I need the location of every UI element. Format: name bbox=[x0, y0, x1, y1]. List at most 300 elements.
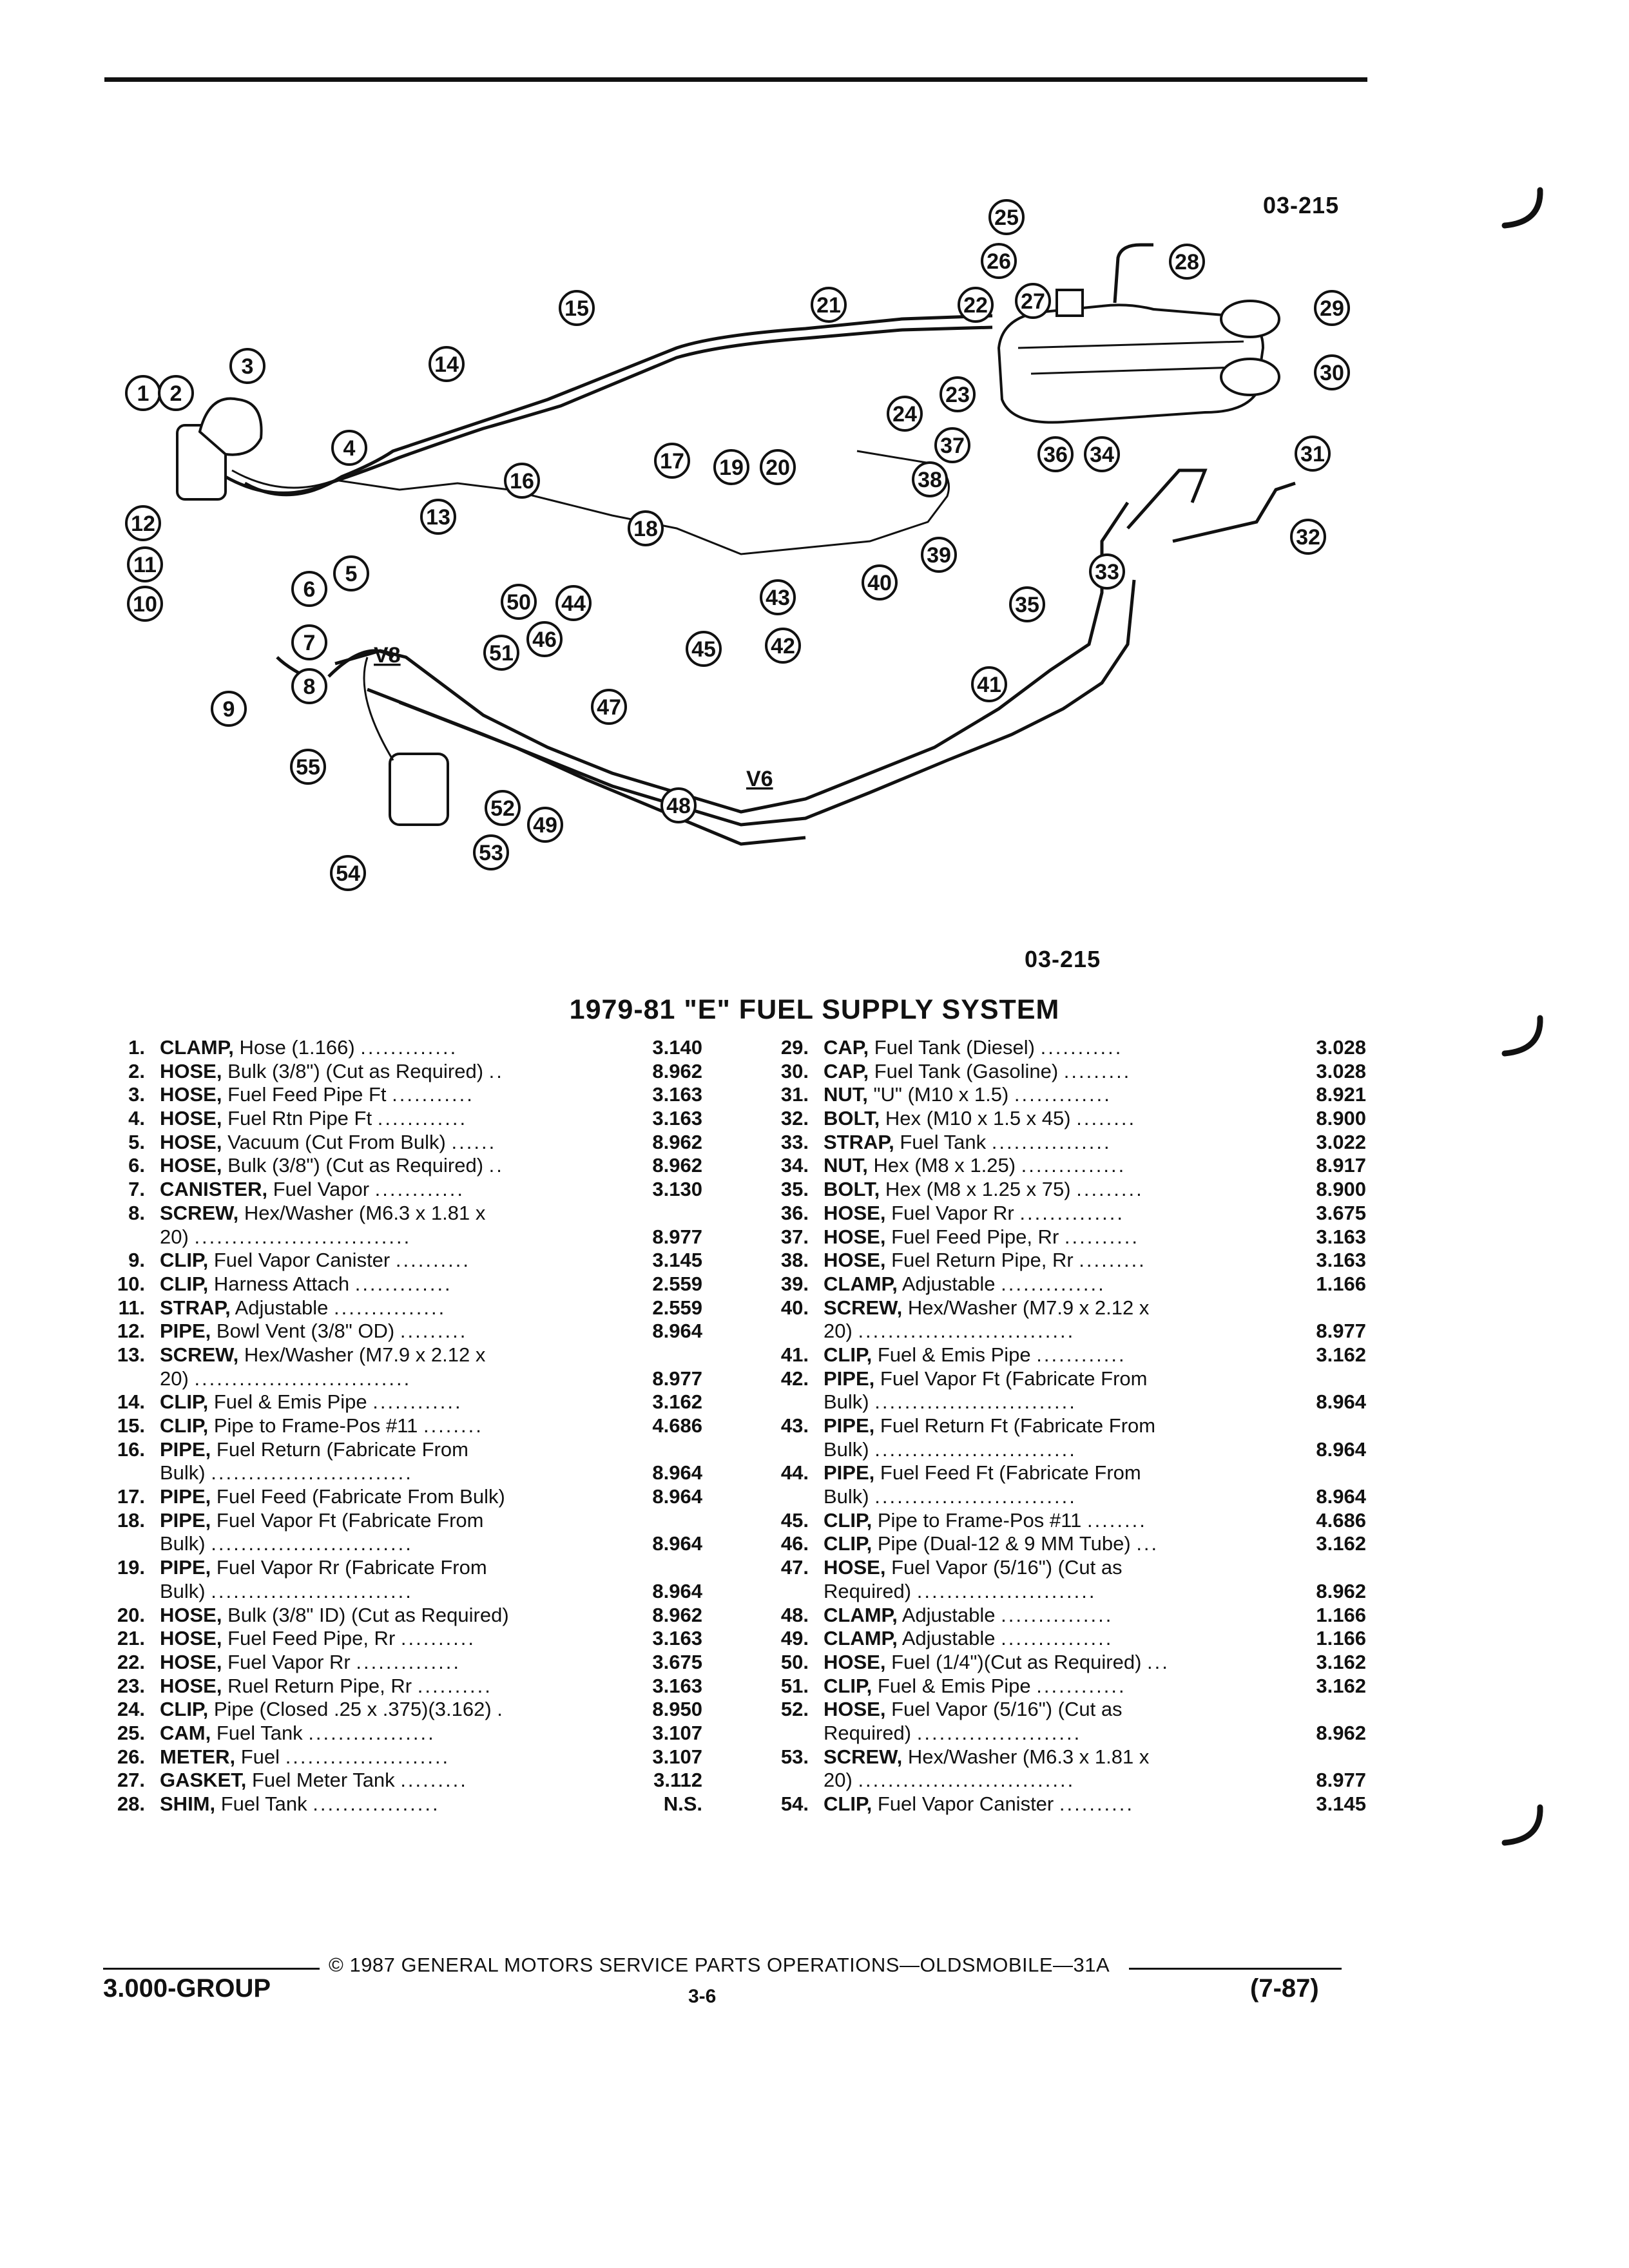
part-number: 8.962 bbox=[1316, 1579, 1366, 1602]
part-detail: Hose (1.166) bbox=[239, 1036, 355, 1059]
part-name: PIPE, bbox=[824, 1367, 875, 1390]
part-detail: Fuel Vapor Ft (Fabricate From bbox=[216, 1508, 484, 1532]
part-description bbox=[160, 1178, 465, 1202]
leader-dots: ........ bbox=[423, 1414, 483, 1437]
part-description bbox=[160, 1675, 492, 1698]
parts-row bbox=[84, 1296, 702, 1320]
callout-label: 32 bbox=[1296, 525, 1320, 550]
part-number: 3.163 bbox=[652, 1107, 702, 1130]
part-description bbox=[160, 1107, 467, 1131]
parts-row bbox=[84, 1461, 702, 1485]
part-number: 3.130 bbox=[652, 1178, 702, 1201]
part-detail: Pipe to Frame-Pos #11 bbox=[213, 1414, 418, 1437]
part-description bbox=[160, 1509, 484, 1533]
parts-row bbox=[84, 1414, 702, 1438]
part-index: 10. bbox=[117, 1272, 145, 1295]
part-detail: Fuel Tank (Gasoline) bbox=[874, 1059, 1059, 1082]
part-index: 14. bbox=[117, 1390, 145, 1414]
part-detail: Fuel Return Ft (Fabricate From bbox=[880, 1414, 1156, 1437]
part-number: 3.675 bbox=[652, 1650, 702, 1673]
part-name: NUT, bbox=[824, 1083, 868, 1106]
part-index: 40. bbox=[780, 1296, 809, 1319]
part-description bbox=[160, 1202, 485, 1225]
part-description bbox=[824, 1273, 1106, 1296]
part-description bbox=[160, 1154, 504, 1178]
part-number: 3.140 bbox=[652, 1036, 702, 1059]
callout-51 bbox=[485, 636, 518, 669]
part-detail: Fuel Rtn Pipe Ft bbox=[227, 1107, 372, 1130]
part-detail: Fuel Tank bbox=[216, 1721, 303, 1744]
leader-dots: .......... bbox=[1064, 1225, 1140, 1248]
part-description bbox=[824, 1343, 1126, 1367]
callout-label: 30 bbox=[1320, 361, 1344, 385]
part-number: 8.962 bbox=[1316, 1721, 1366, 1744]
callout-29 bbox=[1315, 291, 1349, 325]
parts-row bbox=[747, 1249, 1366, 1273]
callout-39 bbox=[922, 538, 956, 572]
parts-row bbox=[747, 1532, 1366, 1556]
part-name: CLIP, bbox=[824, 1792, 872, 1815]
part-name: SCREW, bbox=[824, 1296, 903, 1319]
parts-row bbox=[84, 1580, 702, 1604]
callout-48 bbox=[662, 789, 695, 822]
parts-row bbox=[84, 1722, 702, 1745]
part-detail: Fuel Return Pipe, Rr bbox=[891, 1249, 1074, 1272]
leader-dots: ............. bbox=[360, 1036, 458, 1059]
callout-label: 31 bbox=[1300, 442, 1325, 466]
part-number: 3.162 bbox=[1316, 1650, 1366, 1673]
part-name: METER, bbox=[160, 1745, 236, 1768]
part-number: 3.163 bbox=[1316, 1225, 1366, 1248]
part-number: 8.977 bbox=[652, 1367, 702, 1390]
part-number: N.S. bbox=[663, 1792, 702, 1815]
part-detail: Adjustable bbox=[901, 1603, 996, 1626]
callout-22 bbox=[959, 288, 992, 322]
part-detail: Hex (M8 x 1.25) bbox=[873, 1154, 1016, 1177]
leader-dots: ........... bbox=[392, 1083, 474, 1106]
parts-row bbox=[84, 1178, 702, 1202]
top-rule bbox=[104, 77, 1367, 82]
leader-dots: ...................... bbox=[916, 1721, 1082, 1744]
part-detail: Fuel Tank bbox=[900, 1130, 987, 1153]
callout-label: 6 bbox=[303, 577, 316, 602]
part-description bbox=[824, 1390, 1077, 1414]
leader-dots: ........................... bbox=[874, 1485, 1077, 1508]
part-index: 2. bbox=[128, 1059, 145, 1082]
callout-18 bbox=[629, 512, 662, 545]
callout-45 bbox=[687, 632, 720, 666]
part-name: HOSE, bbox=[824, 1249, 886, 1272]
part-name: PIPE, bbox=[160, 1508, 211, 1532]
callout-label: 16 bbox=[510, 469, 534, 494]
part-number: 8.962 bbox=[652, 1154, 702, 1177]
part-number: 8.921 bbox=[1316, 1083, 1366, 1106]
part-detail: Fuel & Emis Pipe bbox=[877, 1343, 1031, 1366]
callout-24 bbox=[888, 397, 921, 430]
callout-3 bbox=[231, 349, 264, 383]
leader-dots: ......... bbox=[1076, 1178, 1144, 1201]
callout-label: 52 bbox=[490, 796, 515, 821]
part-detail: Fuel & Emis Pipe bbox=[213, 1390, 367, 1414]
part-name: CAP, bbox=[824, 1036, 869, 1059]
leader-dots: ........ bbox=[1086, 1508, 1147, 1532]
part-index: 36. bbox=[780, 1201, 809, 1224]
part-description bbox=[824, 1485, 1077, 1509]
part-description bbox=[160, 1225, 411, 1249]
parts-row bbox=[747, 1107, 1366, 1131]
part-detail: 20) bbox=[160, 1367, 189, 1390]
callout-label: 33 bbox=[1095, 560, 1119, 584]
part-number: 3.107 bbox=[652, 1721, 702, 1744]
part-detail: Fuel Vapor (5/16") (Cut as bbox=[891, 1698, 1123, 1721]
leader-dots: .............. bbox=[1021, 1154, 1126, 1177]
callout-label: 9 bbox=[222, 697, 235, 722]
part-name: SCREW, bbox=[824, 1745, 903, 1768]
leader-dots: ............ bbox=[377, 1107, 468, 1130]
part-index: 3. bbox=[128, 1083, 145, 1106]
part-description bbox=[160, 1296, 446, 1320]
part-description bbox=[824, 1320, 1075, 1343]
parts-row bbox=[747, 1485, 1366, 1509]
part-detail: "U" (M10 x 1.5) bbox=[873, 1083, 1009, 1106]
part-detail: Hex/Washer (M6.3 x 1.81 x bbox=[244, 1201, 486, 1224]
part-name: GASKET, bbox=[160, 1769, 247, 1792]
part-name: PIPE, bbox=[824, 1461, 875, 1485]
part-name: HOSE, bbox=[824, 1225, 886, 1248]
callout-21 bbox=[812, 288, 845, 322]
leader-dots: ......... bbox=[400, 1769, 468, 1792]
part-index: 38. bbox=[780, 1249, 809, 1272]
parts-row bbox=[747, 1675, 1366, 1698]
part-description bbox=[824, 1154, 1126, 1178]
part-detail: Fuel Tank (Diesel) bbox=[874, 1036, 1035, 1059]
callout-47 bbox=[592, 690, 626, 724]
cap-diesel bbox=[1221, 301, 1279, 337]
part-description bbox=[824, 1178, 1144, 1202]
parts-row bbox=[84, 1390, 702, 1414]
part-detail: Fuel & Emis Pipe bbox=[877, 1674, 1031, 1697]
part-index: 43. bbox=[780, 1414, 809, 1437]
leader-dots: ...................... bbox=[285, 1745, 450, 1768]
leader-dots: .. bbox=[488, 1059, 504, 1082]
leader-dots: ............................. bbox=[858, 1320, 1075, 1343]
leader-dots: ......... bbox=[1063, 1059, 1132, 1082]
part-number: 3.163 bbox=[652, 1674, 702, 1697]
part-detail: Pipe (Dual-12 & 9 MM Tube) bbox=[877, 1532, 1131, 1555]
part-index: 9. bbox=[128, 1249, 145, 1272]
part-detail: Bulk) bbox=[160, 1532, 206, 1555]
parts-row bbox=[747, 1509, 1366, 1533]
part-name: HOSE, bbox=[160, 1154, 222, 1177]
parts-row bbox=[84, 1083, 702, 1107]
part-name: CLIP, bbox=[160, 1390, 209, 1414]
binding-mark-bottom bbox=[1501, 1804, 1547, 1849]
callout-30 bbox=[1315, 356, 1349, 389]
part-detail: Hex/Washer (M7.9 x 2.12 x bbox=[244, 1343, 486, 1366]
parts-row bbox=[747, 1296, 1366, 1320]
leader-dots: ............ bbox=[1036, 1343, 1126, 1366]
leader-dots: .......... bbox=[1059, 1792, 1135, 1815]
callout-label: 49 bbox=[533, 813, 557, 838]
part-name: SHIM, bbox=[160, 1792, 216, 1815]
parts-list-left bbox=[84, 1036, 702, 1816]
part-number: 8.964 bbox=[1316, 1485, 1366, 1508]
callout-52 bbox=[486, 791, 519, 825]
part-name: HOSE, bbox=[160, 1603, 222, 1626]
part-index: 12. bbox=[117, 1320, 145, 1343]
part-description bbox=[160, 1367, 411, 1391]
part-number: 4.686 bbox=[1316, 1508, 1366, 1532]
part-description bbox=[824, 1036, 1123, 1060]
part-detail: Fuel Feed Ft (Fabricate From bbox=[880, 1461, 1141, 1485]
parts-row bbox=[747, 1202, 1366, 1225]
part-description bbox=[160, 1627, 476, 1651]
callout-label: 45 bbox=[691, 637, 716, 662]
part-description bbox=[160, 1651, 461, 1675]
part-number: 8.900 bbox=[1316, 1178, 1366, 1201]
footer-group: 3.000-GROUP bbox=[103, 1974, 271, 2003]
figure-code-mid: 03-215 bbox=[1025, 946, 1101, 972]
callout-32 bbox=[1291, 520, 1325, 553]
part-detail: Bowl Vent (3/8" OD) bbox=[216, 1320, 395, 1343]
part-description bbox=[824, 1792, 1134, 1816]
callout-label: 44 bbox=[561, 591, 586, 616]
parts-row bbox=[84, 1698, 702, 1722]
callout-label: 8 bbox=[303, 675, 316, 699]
callout-26 bbox=[982, 244, 1016, 278]
part-index: 22. bbox=[117, 1650, 145, 1673]
callout-label: 13 bbox=[426, 505, 450, 530]
binding-mark-top bbox=[1501, 187, 1547, 232]
callout-label: 47 bbox=[597, 695, 621, 720]
callout-label: 34 bbox=[1090, 443, 1114, 467]
callout-label: 22 bbox=[963, 293, 988, 318]
part-name: HOSE, bbox=[824, 1201, 886, 1224]
parts-row bbox=[84, 1154, 702, 1178]
part-number: 3.163 bbox=[652, 1627, 702, 1650]
part-index: 18. bbox=[117, 1508, 145, 1532]
parts-row bbox=[747, 1722, 1366, 1745]
leader-dots: ........................ bbox=[916, 1579, 1097, 1602]
callout-25 bbox=[990, 200, 1023, 234]
part-description bbox=[160, 1722, 436, 1745]
parts-row bbox=[84, 1651, 702, 1675]
leader-dots: .......... bbox=[417, 1674, 492, 1697]
part-number: 2.559 bbox=[652, 1272, 702, 1295]
part-number: 3.162 bbox=[1316, 1343, 1366, 1366]
leader-dots: .. bbox=[488, 1154, 504, 1177]
callout-label: 4 bbox=[343, 436, 356, 461]
part-index: 50. bbox=[780, 1650, 809, 1673]
part-detail: Adjustable bbox=[901, 1627, 996, 1650]
part-detail: 20) bbox=[824, 1769, 853, 1792]
parts-row bbox=[84, 1036, 702, 1060]
part-index: 35. bbox=[780, 1178, 809, 1201]
part-detail: Fuel Vapor Canister bbox=[213, 1249, 390, 1272]
part-index: 48. bbox=[780, 1603, 809, 1626]
part-description bbox=[824, 1580, 1096, 1604]
callout-12 bbox=[126, 506, 160, 540]
part-number: 8.900 bbox=[1316, 1107, 1366, 1130]
part-detail: Ruel Return Pipe, Rr bbox=[227, 1674, 412, 1697]
callout-label: 28 bbox=[1175, 250, 1199, 274]
parts-row bbox=[747, 1580, 1366, 1604]
part-index: 33. bbox=[780, 1130, 809, 1153]
part-number: 3.145 bbox=[1316, 1792, 1366, 1815]
part-description bbox=[160, 1580, 413, 1604]
part-detail: Fuel Vapor Rr bbox=[227, 1650, 351, 1673]
part-index: 51. bbox=[780, 1674, 809, 1697]
part-index: 27. bbox=[117, 1769, 145, 1792]
callout-40 bbox=[863, 566, 896, 599]
parts-row bbox=[84, 1060, 702, 1084]
callout-label: 1 bbox=[137, 381, 149, 406]
callout-46 bbox=[528, 622, 561, 656]
callout-33 bbox=[1090, 555, 1124, 588]
callout-label: 48 bbox=[666, 794, 691, 818]
leader-dots: ............... bbox=[334, 1296, 447, 1319]
leader-dots: ................. bbox=[313, 1792, 440, 1815]
part-name: PIPE, bbox=[160, 1437, 211, 1461]
callout-label: 19 bbox=[719, 456, 744, 480]
callout-54 bbox=[331, 856, 365, 890]
leader-dots: .......... bbox=[400, 1627, 476, 1650]
callout-label: 11 bbox=[133, 553, 157, 577]
part-description bbox=[160, 1131, 496, 1155]
leader-dots: ........................... bbox=[874, 1437, 1077, 1461]
callout-55 bbox=[291, 750, 325, 783]
footer-rule-left bbox=[103, 1968, 320, 1970]
leader-dots: .............. bbox=[1001, 1272, 1106, 1295]
part-description bbox=[824, 1202, 1124, 1225]
part-name: BOLT, bbox=[824, 1178, 880, 1201]
part-description bbox=[824, 1414, 1155, 1438]
leader-dots: ... bbox=[1136, 1532, 1159, 1555]
part-number: 8.917 bbox=[1316, 1154, 1366, 1177]
part-name: CLAMP, bbox=[824, 1603, 898, 1626]
part-index: 28. bbox=[117, 1792, 145, 1815]
part-name: CANISTER, bbox=[160, 1178, 268, 1201]
parts-list-right bbox=[747, 1036, 1366, 1816]
part-description bbox=[824, 1675, 1126, 1698]
binding-mark-mid bbox=[1501, 1015, 1547, 1060]
callout-35 bbox=[1010, 588, 1044, 621]
part-number: 2.559 bbox=[652, 1296, 702, 1319]
part-detail: 20) bbox=[824, 1320, 853, 1343]
leader-dots: ...... bbox=[451, 1130, 497, 1153]
part-detail: Bulk) bbox=[160, 1461, 206, 1485]
part-number: 4.686 bbox=[652, 1414, 702, 1437]
callout-label: 51 bbox=[489, 641, 514, 666]
leader-dots: . bbox=[497, 1698, 505, 1721]
fuel-system-diagram bbox=[97, 180, 1418, 934]
part-number: 8.962 bbox=[652, 1059, 702, 1082]
callout-5 bbox=[334, 557, 368, 590]
leader-dots: ............... bbox=[1001, 1603, 1113, 1626]
part-number: 8.977 bbox=[1316, 1320, 1366, 1343]
part-name: CLAMP, bbox=[824, 1272, 898, 1295]
footer-page-number: 3-6 bbox=[688, 1986, 717, 2007]
leader-dots: ............ bbox=[1036, 1674, 1126, 1697]
part-index: 52. bbox=[780, 1698, 809, 1721]
callout-13 bbox=[421, 500, 455, 533]
part-number: 3.163 bbox=[652, 1083, 702, 1106]
part-detail: Fuel Tank bbox=[220, 1792, 307, 1815]
callout-label: 10 bbox=[133, 592, 157, 617]
part-index: 44. bbox=[780, 1461, 809, 1485]
leader-dots: .............. bbox=[356, 1650, 461, 1673]
parts-row bbox=[747, 1698, 1366, 1722]
parts-row bbox=[747, 1745, 1366, 1769]
part-description bbox=[824, 1745, 1149, 1769]
part-index: 11. bbox=[118, 1296, 145, 1319]
part-description bbox=[824, 1722, 1081, 1745]
parts-row bbox=[747, 1461, 1366, 1485]
part-number: 8.964 bbox=[652, 1485, 702, 1508]
engine-label-v6: V6 bbox=[746, 767, 773, 791]
leader-dots: ........................... bbox=[211, 1461, 413, 1485]
part-name: STRAP, bbox=[160, 1296, 231, 1319]
part-index: 20. bbox=[117, 1603, 145, 1626]
part-name: SCREW, bbox=[160, 1201, 239, 1224]
leader-dots: ... bbox=[1147, 1650, 1170, 1673]
part-detail: Fuel Vapor Rr (Fabricate From bbox=[216, 1556, 487, 1579]
part-detail: Fuel Vapor Ft (Fabricate From bbox=[880, 1367, 1148, 1390]
part-description bbox=[160, 1438, 468, 1462]
part-number: 1.166 bbox=[1316, 1627, 1366, 1650]
part-number: 3.028 bbox=[1316, 1036, 1366, 1059]
part-number: 3.162 bbox=[1316, 1532, 1366, 1555]
callout-2 bbox=[159, 376, 193, 410]
callout-1 bbox=[126, 376, 160, 410]
part-detail: Bulk (3/8") (Cut as Required) bbox=[227, 1059, 484, 1082]
part-description bbox=[160, 1698, 505, 1722]
part-name: HOSE, bbox=[160, 1650, 222, 1673]
part-detail: 20) bbox=[160, 1225, 189, 1248]
part-name: CLIP, bbox=[824, 1343, 872, 1366]
leader-dots: .............. bbox=[1019, 1201, 1124, 1224]
part-description bbox=[824, 1107, 1136, 1131]
fuel-meter bbox=[1057, 290, 1083, 316]
part-description bbox=[160, 1414, 483, 1438]
part-detail: Adjustable bbox=[901, 1272, 996, 1295]
callout-label: 36 bbox=[1043, 443, 1068, 467]
callout-label: 14 bbox=[434, 352, 459, 377]
part-detail: Fuel bbox=[240, 1745, 280, 1768]
part-description bbox=[824, 1367, 1148, 1391]
callout-34 bbox=[1085, 437, 1119, 471]
callout-9 bbox=[212, 692, 246, 726]
part-description bbox=[160, 1532, 413, 1556]
part-detail: Fuel (1/4")(Cut as Required) bbox=[891, 1650, 1142, 1673]
callout-label: 24 bbox=[892, 402, 917, 427]
parts-row bbox=[84, 1202, 702, 1225]
leader-dots: ........................... bbox=[211, 1579, 413, 1602]
callout-42 bbox=[766, 629, 800, 662]
part-number: 3.162 bbox=[1316, 1674, 1366, 1697]
part-description bbox=[824, 1627, 1113, 1651]
part-detail: Fuel Vapor Rr bbox=[891, 1201, 1014, 1224]
callout-38 bbox=[913, 463, 947, 496]
part-detail: Required) bbox=[824, 1721, 912, 1744]
part-name: PIPE, bbox=[160, 1485, 211, 1508]
part-name: CAM, bbox=[160, 1721, 211, 1744]
parts-row bbox=[747, 1131, 1366, 1155]
part-description bbox=[824, 1556, 1123, 1580]
part-index: 29. bbox=[780, 1036, 809, 1059]
leader-dots: .......... bbox=[395, 1249, 471, 1272]
part-description bbox=[824, 1296, 1149, 1320]
